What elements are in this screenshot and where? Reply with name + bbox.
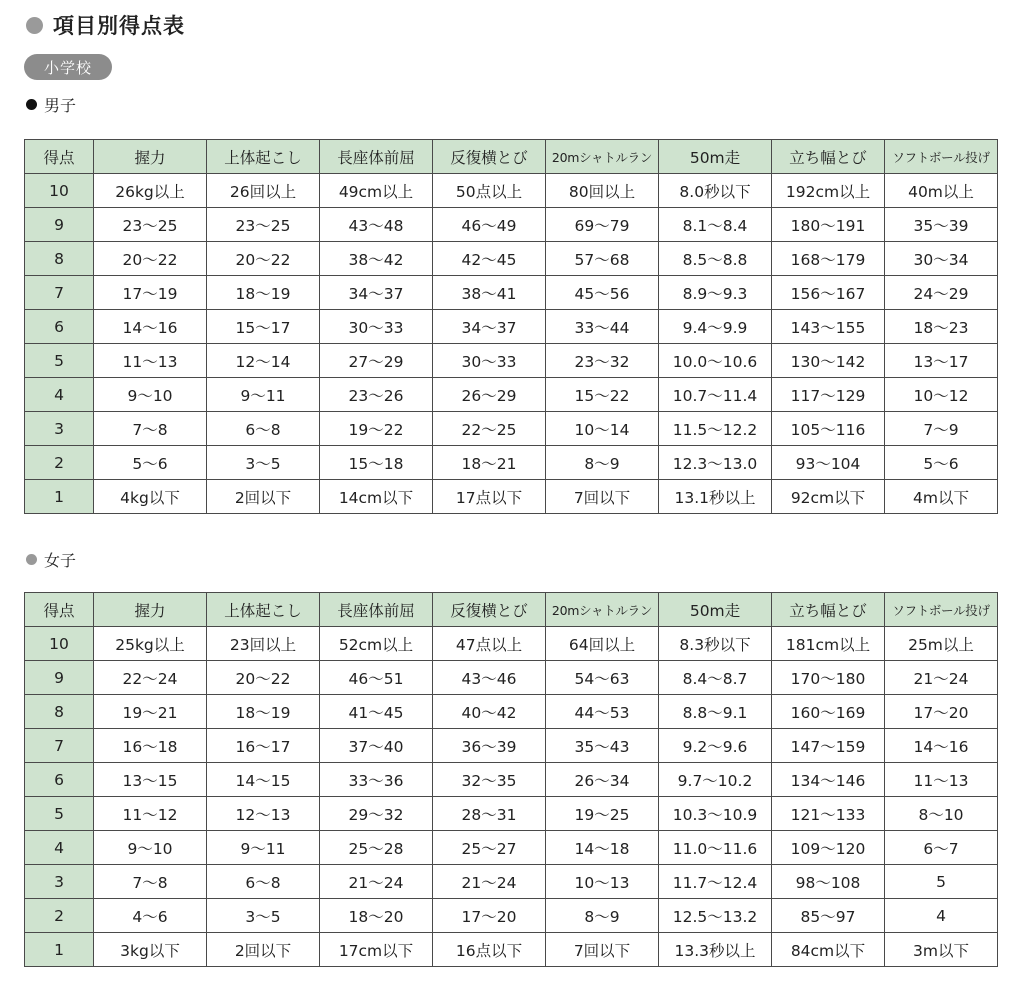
girls-value-cell: 20〜22 (207, 661, 320, 695)
boys-value-cell: 3〜5 (207, 446, 320, 480)
boys-value-cell: 7〜9 (885, 412, 998, 446)
girls-value-cell: 52cm以上 (320, 627, 433, 661)
page-title (26, 10, 185, 40)
boys-score-cell: 2 (25, 446, 94, 480)
girls-value-cell: 147〜159 (772, 729, 885, 763)
boys-value-cell: 168〜179 (772, 242, 885, 276)
girls-value-cell: 14〜18 (546, 831, 659, 865)
boys-value-cell: 92cm以下 (772, 480, 885, 514)
girls-value-cell: 13.3秒以上 (659, 933, 772, 967)
girls-score-table (24, 592, 998, 967)
boys-value-cell: 22〜25 (433, 412, 546, 446)
boys-column-header: ソフトボール投げ (885, 140, 998, 174)
boys-column-header: 50m走 (659, 140, 772, 174)
school-level-badge: 小学校 (24, 54, 112, 80)
boys-value-cell: 40m以上 (885, 174, 998, 208)
boys-value-cell: 14〜16 (94, 310, 207, 344)
girls-value-cell: 7〜8 (94, 865, 207, 899)
girls-value-cell: 33〜36 (320, 763, 433, 797)
girls-value-cell: 21〜24 (885, 661, 998, 695)
boys-column-header: 立ち幅とび (772, 140, 885, 174)
boys-table-row (25, 446, 998, 480)
girls-value-cell: 37〜40 (320, 729, 433, 763)
boys-value-cell: 130〜142 (772, 344, 885, 378)
girls-value-cell: 28〜31 (433, 797, 546, 831)
girls-value-cell: 64回以上 (546, 627, 659, 661)
girls-value-cell: 25〜28 (320, 831, 433, 865)
boys-value-cell: 180〜191 (772, 208, 885, 242)
boys-value-cell: 8.1〜8.4 (659, 208, 772, 242)
girls-value-cell: 14〜15 (207, 763, 320, 797)
girls-value-cell: 44〜53 (546, 695, 659, 729)
girls-value-cell: 19〜21 (94, 695, 207, 729)
girls-value-cell: 29〜32 (320, 797, 433, 831)
boys-table-row (25, 378, 998, 412)
boys-value-cell: 9.4〜9.9 (659, 310, 772, 344)
boys-value-cell: 23〜25 (207, 208, 320, 242)
girls-table-row (25, 933, 998, 967)
girls-value-cell: 11〜13 (885, 763, 998, 797)
girls-value-cell: 170〜180 (772, 661, 885, 695)
page-title-text: 項目別得点表 (53, 14, 185, 38)
girls-score-cell: 10 (25, 627, 94, 661)
girls-value-cell: 21〜24 (320, 865, 433, 899)
boys-value-cell: 26〜29 (433, 378, 546, 412)
girls-value-cell: 10.3〜10.9 (659, 797, 772, 831)
boys-table-row (25, 174, 998, 208)
boys-column-header: 長座体前屈 (320, 140, 433, 174)
girls-value-cell: 134〜146 (772, 763, 885, 797)
boys-value-cell: 15〜17 (207, 310, 320, 344)
girls-column-header: 握力 (94, 593, 207, 627)
girls-value-cell: 22〜24 (94, 661, 207, 695)
girls-value-cell: 4〜6 (94, 899, 207, 933)
boys-value-cell: 15〜18 (320, 446, 433, 480)
boys-score-cell: 8 (25, 242, 94, 276)
boys-value-cell: 46〜49 (433, 208, 546, 242)
girls-value-cell: 16点以下 (433, 933, 546, 967)
girls-value-cell: 43〜46 (433, 661, 546, 695)
girls-table-row (25, 865, 998, 899)
girls-score-cell: 2 (25, 899, 94, 933)
boys-value-cell: 192cm以上 (772, 174, 885, 208)
boys-value-cell: 93〜104 (772, 446, 885, 480)
girls-value-cell: 6〜8 (207, 865, 320, 899)
boys-value-cell: 117〜129 (772, 378, 885, 412)
boys-value-cell: 4kg以下 (94, 480, 207, 514)
girls-value-cell: 23回以上 (207, 627, 320, 661)
girls-column-header: 50m走 (659, 593, 772, 627)
girls-value-cell: 98〜108 (772, 865, 885, 899)
girls-value-cell: 13〜15 (94, 763, 207, 797)
boys-value-cell: 4m以下 (885, 480, 998, 514)
boys-value-cell: 80回以上 (546, 174, 659, 208)
boys-value-cell: 23〜25 (94, 208, 207, 242)
boys-value-cell: 69〜79 (546, 208, 659, 242)
girls-value-cell: 12〜13 (207, 797, 320, 831)
boys-value-cell: 5〜6 (94, 446, 207, 480)
boys-column-header: 握力 (94, 140, 207, 174)
girls-value-cell: 25〜27 (433, 831, 546, 865)
boys-value-cell: 8〜9 (546, 446, 659, 480)
girls-column-header: 20mシャトルラン (546, 593, 659, 627)
boys-score-cell: 5 (25, 344, 94, 378)
boys-table-row (25, 480, 998, 514)
girls-score-cell: 1 (25, 933, 94, 967)
boys-column-header: 反復横とび (433, 140, 546, 174)
girls-value-cell: 17cm以下 (320, 933, 433, 967)
boys-table-row (25, 344, 998, 378)
boys-value-cell: 11.5〜12.2 (659, 412, 772, 446)
girls-value-cell: 3kg以下 (94, 933, 207, 967)
boys-value-cell: 18〜21 (433, 446, 546, 480)
boys-value-cell: 17点以下 (433, 480, 546, 514)
girls-value-cell: 12.5〜13.2 (659, 899, 772, 933)
boys-value-cell: 34〜37 (320, 276, 433, 310)
girls-bullet-icon (26, 554, 37, 565)
boys-value-cell: 57〜68 (546, 242, 659, 276)
boys-table-row (25, 242, 998, 276)
girls-column-header: 得点 (25, 593, 94, 627)
girls-value-cell: 6〜7 (885, 831, 998, 865)
boys-value-cell: 38〜41 (433, 276, 546, 310)
girls-value-cell: 18〜19 (207, 695, 320, 729)
girls-value-cell: 17〜20 (885, 695, 998, 729)
girls-value-cell: 21〜24 (433, 865, 546, 899)
girls-value-cell: 8.4〜8.7 (659, 661, 772, 695)
girls-value-cell: 121〜133 (772, 797, 885, 831)
girls-value-cell: 25kg以上 (94, 627, 207, 661)
girls-value-cell: 8〜9 (546, 899, 659, 933)
boys-value-cell: 8.5〜8.8 (659, 242, 772, 276)
girls-column-header: 長座体前屈 (320, 593, 433, 627)
boys-value-cell: 50点以上 (433, 174, 546, 208)
girls-value-cell: 26〜34 (546, 763, 659, 797)
girls-column-header: 立ち幅とび (772, 593, 885, 627)
boys-value-cell: 11〜13 (94, 344, 207, 378)
girls-value-cell: 41〜45 (320, 695, 433, 729)
girls-value-cell: 9〜11 (207, 831, 320, 865)
girls-score-cell: 8 (25, 695, 94, 729)
boys-value-cell: 10〜12 (885, 378, 998, 412)
boys-value-cell: 18〜19 (207, 276, 320, 310)
boys-score-table (24, 139, 998, 514)
boys-column-header: 20mシャトルラン (546, 140, 659, 174)
girls-value-cell: 25m以上 (885, 627, 998, 661)
girls-header-row (25, 593, 998, 627)
boys-label-text: 男子 (44, 95, 77, 115)
girls-value-cell: 8.8〜9.1 (659, 695, 772, 729)
boys-value-cell: 18〜23 (885, 310, 998, 344)
boys-table-row (25, 412, 998, 446)
boys-value-cell: 7〜8 (94, 412, 207, 446)
boys-value-cell: 45〜56 (546, 276, 659, 310)
girls-value-cell: 160〜169 (772, 695, 885, 729)
girls-value-cell: 32〜35 (433, 763, 546, 797)
boys-table-row (25, 276, 998, 310)
boys-value-cell: 49cm以上 (320, 174, 433, 208)
girls-value-cell: 11.7〜12.4 (659, 865, 772, 899)
girls-value-cell: 16〜17 (207, 729, 320, 763)
girls-value-cell: 14〜16 (885, 729, 998, 763)
boys-value-cell: 105〜116 (772, 412, 885, 446)
boys-section-label (26, 93, 76, 115)
boys-value-cell: 30〜33 (433, 344, 546, 378)
girls-value-cell: 19〜25 (546, 797, 659, 831)
boys-value-cell: 43〜48 (320, 208, 433, 242)
boys-value-cell: 2回以下 (207, 480, 320, 514)
boys-value-cell: 12〜14 (207, 344, 320, 378)
boys-value-cell: 10.0〜10.6 (659, 344, 772, 378)
girls-value-cell: 10〜13 (546, 865, 659, 899)
girls-value-cell: 8〜10 (885, 797, 998, 831)
boys-value-cell: 30〜34 (885, 242, 998, 276)
girls-value-cell: 3m以下 (885, 933, 998, 967)
girls-value-cell: 9.7〜10.2 (659, 763, 772, 797)
boys-value-cell: 14cm以下 (320, 480, 433, 514)
boys-value-cell: 156〜167 (772, 276, 885, 310)
boys-score-cell: 4 (25, 378, 94, 412)
boys-score-cell: 6 (25, 310, 94, 344)
boys-bullet-icon (26, 99, 37, 110)
girls-value-cell: 4 (885, 899, 998, 933)
boys-value-cell: 33〜44 (546, 310, 659, 344)
girls-value-cell: 40〜42 (433, 695, 546, 729)
boys-column-header: 上体起こし (207, 140, 320, 174)
boys-value-cell: 9〜10 (94, 378, 207, 412)
girls-column-header: 反復横とび (433, 593, 546, 627)
boys-value-cell: 24〜29 (885, 276, 998, 310)
girls-table-row (25, 661, 998, 695)
girls-score-cell: 5 (25, 797, 94, 831)
girls-value-cell: 8.3秒以下 (659, 627, 772, 661)
girls-value-cell: 181cm以上 (772, 627, 885, 661)
boys-value-cell: 27〜29 (320, 344, 433, 378)
boys-value-cell: 6〜8 (207, 412, 320, 446)
girls-value-cell: 5 (885, 865, 998, 899)
boys-score-cell: 3 (25, 412, 94, 446)
boys-score-cell: 10 (25, 174, 94, 208)
girls-score-cell: 6 (25, 763, 94, 797)
boys-value-cell: 8.9〜9.3 (659, 276, 772, 310)
boys-value-cell: 5〜6 (885, 446, 998, 480)
girls-table-row (25, 899, 998, 933)
boys-value-cell: 19〜22 (320, 412, 433, 446)
boys-value-cell: 9〜11 (207, 378, 320, 412)
boys-value-cell: 143〜155 (772, 310, 885, 344)
girls-section-label (26, 548, 76, 570)
boys-table-row (25, 208, 998, 242)
boys-value-cell: 8.0秒以下 (659, 174, 772, 208)
boys-value-cell: 20〜22 (94, 242, 207, 276)
boys-value-cell: 30〜33 (320, 310, 433, 344)
girls-value-cell: 85〜97 (772, 899, 885, 933)
boys-value-cell: 13〜17 (885, 344, 998, 378)
boys-value-cell: 10〜14 (546, 412, 659, 446)
girls-table-row (25, 695, 998, 729)
girls-value-cell: 11〜12 (94, 797, 207, 831)
girls-value-cell: 84cm以下 (772, 933, 885, 967)
girls-value-cell: 46〜51 (320, 661, 433, 695)
boys-value-cell: 34〜37 (433, 310, 546, 344)
girls-value-cell: 36〜39 (433, 729, 546, 763)
boys-score-cell: 1 (25, 480, 94, 514)
boys-value-cell: 10.7〜11.4 (659, 378, 772, 412)
girls-value-cell: 16〜18 (94, 729, 207, 763)
boys-value-cell: 7回以下 (546, 480, 659, 514)
girls-score-cell: 4 (25, 831, 94, 865)
boys-value-cell: 26kg以上 (94, 174, 207, 208)
girls-value-cell: 3〜5 (207, 899, 320, 933)
girls-value-cell: 9.2〜9.6 (659, 729, 772, 763)
girls-column-header: ソフトボール投げ (885, 593, 998, 627)
boys-value-cell: 23〜32 (546, 344, 659, 378)
girls-value-cell: 7回以下 (546, 933, 659, 967)
girls-value-cell: 18〜20 (320, 899, 433, 933)
girls-value-cell: 54〜63 (546, 661, 659, 695)
boys-value-cell: 20〜22 (207, 242, 320, 276)
girls-value-cell: 11.0〜11.6 (659, 831, 772, 865)
girls-value-cell: 9〜10 (94, 831, 207, 865)
boys-value-cell: 42〜45 (433, 242, 546, 276)
girls-table-row (25, 831, 998, 865)
boys-value-cell: 15〜22 (546, 378, 659, 412)
girls-score-cell: 7 (25, 729, 94, 763)
girls-value-cell: 17〜20 (433, 899, 546, 933)
girls-table-row (25, 797, 998, 831)
girls-value-cell: 35〜43 (546, 729, 659, 763)
girls-table-row (25, 627, 998, 661)
girls-value-cell: 2回以下 (207, 933, 320, 967)
girls-score-cell: 9 (25, 661, 94, 695)
boys-value-cell: 26回以上 (207, 174, 320, 208)
title-bullet-icon (26, 17, 43, 34)
girls-value-cell: 109〜120 (772, 831, 885, 865)
boys-score-cell: 7 (25, 276, 94, 310)
girls-table-row (25, 763, 998, 797)
boys-value-cell: 38〜42 (320, 242, 433, 276)
girls-label-text: 女子 (44, 550, 77, 570)
boys-column-header: 得点 (25, 140, 94, 174)
boys-value-cell: 13.1秒以上 (659, 480, 772, 514)
boys-table-row (25, 310, 998, 344)
girls-value-cell: 47点以上 (433, 627, 546, 661)
boys-value-cell: 23〜26 (320, 378, 433, 412)
girls-column-header: 上体起こし (207, 593, 320, 627)
boys-score-cell: 9 (25, 208, 94, 242)
girls-score-cell: 3 (25, 865, 94, 899)
boys-header-row (25, 140, 998, 174)
girls-table-row (25, 729, 998, 763)
boys-value-cell: 12.3〜13.0 (659, 446, 772, 480)
boys-value-cell: 17〜19 (94, 276, 207, 310)
boys-value-cell: 35〜39 (885, 208, 998, 242)
